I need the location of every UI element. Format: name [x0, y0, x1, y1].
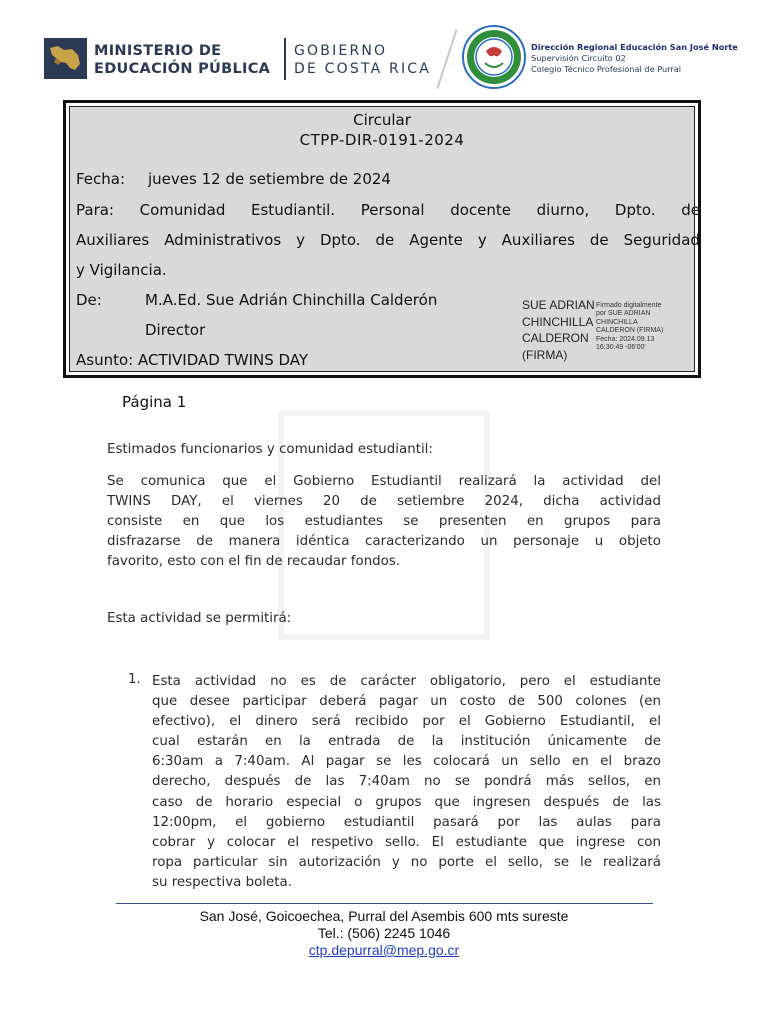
page-number: Página 1 — [122, 393, 187, 411]
greeting: Estimados funcionarios y comunidad estudiantil: — [107, 442, 433, 457]
circular-code: CTPP-DIR-0191-2024 — [299, 131, 465, 149]
para-word: Estudiantil. — [251, 201, 336, 219]
list-item — [152, 672, 661, 893]
header-divider — [284, 38, 286, 80]
item-line: caso de horario especial o grupos que ingresen después de las — [152, 794, 661, 810]
para-line-2 — [76, 231, 700, 249]
item-line: cual estarán en la entrada de la institución únicamente de — [152, 734, 661, 750]
ministry-line-1: MINISTERIO DE — [94, 43, 222, 59]
costa-rica-map-logo-icon — [44, 38, 87, 79]
letterhead — [0, 0, 768, 100]
ministry-name — [94, 42, 270, 78]
header-slash-divider — [436, 29, 457, 89]
para-word: diurno, — [536, 201, 590, 219]
para-word: Dpto. — [319, 231, 361, 249]
region-line-2: Supervisión Circuito 02 — [531, 53, 626, 63]
para-word: Auxiliares — [501, 231, 575, 249]
circular-box-fill — [69, 106, 700, 372]
signature-name-line: (FIRMA) — [522, 347, 568, 362]
para-word: Comunidad — [139, 201, 226, 219]
permit-heading: Esta actividad se permitirá: — [107, 611, 292, 626]
region-line-3: Colegio Técnico Profesional de Purral — [531, 64, 682, 74]
paragraph-line: TWINS DAY, el viernes 20 de setiembre 2024, dicha actividad — [107, 494, 661, 510]
item-line: Esta actividad no es de carácter obligatorio, pero el estudiante — [152, 674, 661, 689]
signature-meta-line: por SUE ADRIAN — [596, 310, 651, 318]
footer-email-link[interactable]: ctp.depurral@mep.go.cr — [308, 942, 460, 958]
para-word: Personal — [360, 201, 425, 219]
para-word: de — [589, 231, 609, 249]
government-name — [294, 42, 431, 78]
para-word: Dpto. — [614, 201, 656, 219]
de-value: M.A.Ed. Sue Adrián Chinchilla Calderón — [145, 291, 438, 309]
signature-name-line: SUE ADRIAN — [522, 298, 595, 312]
asunto: Asunto: ACTIVIDAD TWINS DAY — [76, 351, 309, 369]
para-line-1 — [76, 201, 700, 219]
footer-rule — [116, 903, 653, 904]
para-word: de — [375, 231, 395, 249]
para-word: Administrativos — [164, 231, 282, 249]
fecha-label: Fecha: — [76, 170, 126, 188]
item-line: su respectiva boleta. — [152, 874, 292, 890]
signature-meta-line: Fecha: 2024.09.13 — [596, 335, 655, 343]
footer-address: San José, Goicoechea, Purral del Asembis 600 mts sureste — [199, 908, 569, 924]
item-line: que desee participar deberá pagar un costo de 500 colones (en — [152, 694, 661, 710]
signature-meta-line: CHINCHILLA — [596, 318, 638, 326]
signature-meta-line: CALDERON (FIRMA) — [596, 327, 664, 335]
circular-title: Circular — [353, 111, 411, 129]
signature-meta-line: 16:30:49 -06'00' — [596, 344, 646, 352]
circular-box — [63, 100, 701, 378]
item-line: efectivo), el dinero será recibido por el Gobierno Estudiantil, el — [152, 714, 661, 730]
para-word: Seguridad — [623, 231, 700, 249]
digital-signature-name — [522, 297, 595, 363]
regional-office — [531, 42, 738, 75]
paragraph-line: favorito, esto con el fin de recaudar fondos. — [107, 554, 401, 570]
item-line: derecho, después de las 7:40am no se pondrá más sellos, en — [152, 774, 661, 790]
de-label: De: — [76, 291, 102, 309]
para-label: Para: — [76, 201, 114, 219]
paragraph-line: Se comunica que el Gobierno Estudiantil realizará la actividad del — [107, 474, 661, 489]
item-line: 12:00pm, el gobierno estudiantil pasará por las aulas para — [152, 814, 661, 830]
intro-paragraph — [107, 472, 661, 572]
digital-signature-details — [596, 302, 663, 352]
para-word: docente — [450, 201, 511, 219]
de-role: Director — [145, 321, 206, 339]
para-line-3: y Vigilancia. — [76, 261, 167, 279]
paragraph-line: disfrazarse de manera idéntica caracterizando un personaje u objeto — [107, 534, 661, 550]
para-word: y — [296, 231, 305, 249]
para-word: Auxiliares — [76, 231, 150, 249]
ministry-line-2: EDUCACIÓN PÚBLICA — [94, 61, 271, 77]
signature-meta-line: Firmado digitalmente — [596, 302, 662, 309]
paragraph-line: consiste en que los estudiantes se presenten en grupos para — [107, 514, 661, 530]
gov-line-2: DE COSTA RICA — [294, 61, 432, 77]
fecha-value: jueves 12 de setiembre de 2024 — [148, 170, 391, 188]
signature-name-line: CALDERON — [522, 331, 589, 345]
gov-line-1: GOBIERNO — [294, 43, 388, 59]
item-line: cobrar y colocar el respetivo sello. El estudiante que ingrese con — [152, 834, 661, 850]
list-item-number: 1. — [128, 672, 141, 687]
signature-name-line: CHINCHILLA — [522, 314, 594, 329]
region-line-1: Dirección Regional Educación San José Norte — [531, 42, 738, 52]
item-line: ropa particular sin autorización y no porte el sello, se le realizará — [152, 854, 661, 870]
item-line: 6:30am a 7:40am. Al pagar se les colocará un sello en el brazo — [152, 754, 661, 770]
para-word: Agente — [409, 231, 463, 249]
school-seal-icon — [462, 25, 526, 89]
para-word: de — [681, 201, 700, 219]
footer-phone: Tel.: (506) 2245 1046 — [317, 925, 451, 941]
para-word: y — [477, 231, 487, 249]
